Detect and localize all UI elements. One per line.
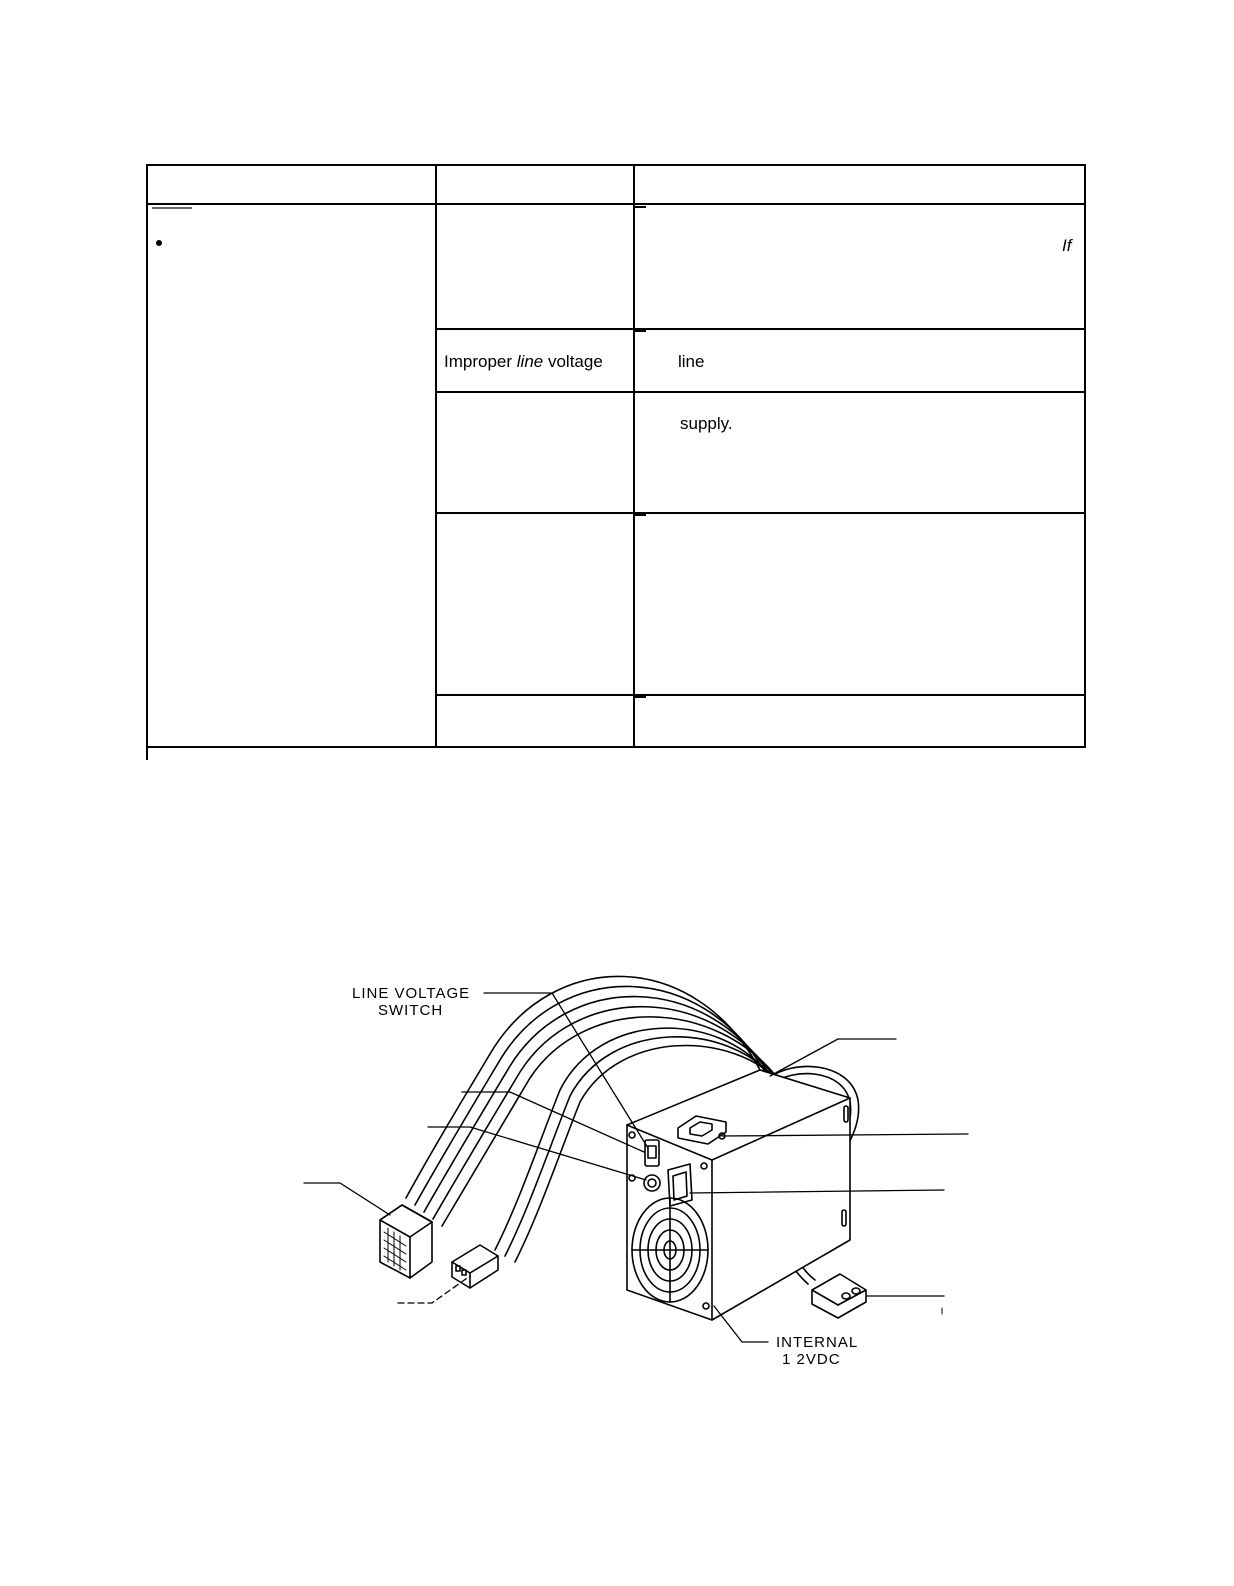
leader-line-voltage-switch xyxy=(484,993,648,1148)
cause-suffix: voltage xyxy=(547,352,603,371)
small-connector-left xyxy=(452,1245,498,1288)
label-line-voltage-switch xyxy=(352,985,470,1019)
label-12vdc: 1 2VDC xyxy=(782,1351,841,1368)
label-switch: SWITCH xyxy=(378,1002,444,1019)
power-supply-figure xyxy=(0,760,1234,1586)
column-divider-1 xyxy=(435,164,437,748)
scan-mark xyxy=(152,207,192,209)
table-header-divider xyxy=(146,203,1086,205)
remedy-fragment-supply: supply. xyxy=(680,414,733,433)
fan-grille xyxy=(632,1198,708,1302)
row-divider-1 xyxy=(436,328,1086,330)
cause-italic-word: line xyxy=(516,352,544,371)
table-bottom-border xyxy=(146,746,1086,748)
large-connector xyxy=(380,1205,432,1278)
scan-mark xyxy=(634,206,646,208)
row-divider-2 xyxy=(436,391,1086,393)
remedy-fragment-line: line xyxy=(678,352,705,371)
table-top-border xyxy=(146,164,1086,166)
column-divider-2 xyxy=(633,164,635,748)
label-internal: INTERNAL xyxy=(776,1334,859,1351)
power-supply-box xyxy=(627,1070,850,1320)
cause-prefix: Improper xyxy=(444,352,513,371)
row-divider-3 xyxy=(436,512,1086,514)
leader-line-4 xyxy=(304,1183,390,1215)
remedy-fragment-if: If xyxy=(1062,236,1072,255)
scan-mark xyxy=(634,329,646,332)
list-bullet xyxy=(156,240,162,246)
row-divider-4 xyxy=(436,694,1086,696)
label-line-voltage: LINE VOLTAGE xyxy=(352,985,471,1002)
table-right-border xyxy=(1084,164,1086,748)
table-left-border xyxy=(146,164,148,760)
small-connector-right xyxy=(812,1274,866,1318)
label-internal-12vdc xyxy=(776,1334,858,1368)
scan-mark xyxy=(634,513,646,516)
cause-improper-line-voltage xyxy=(444,352,603,372)
power-supply-drawing xyxy=(0,760,1234,1586)
troubleshooting-table xyxy=(0,0,1234,760)
scan-mark xyxy=(634,695,646,698)
